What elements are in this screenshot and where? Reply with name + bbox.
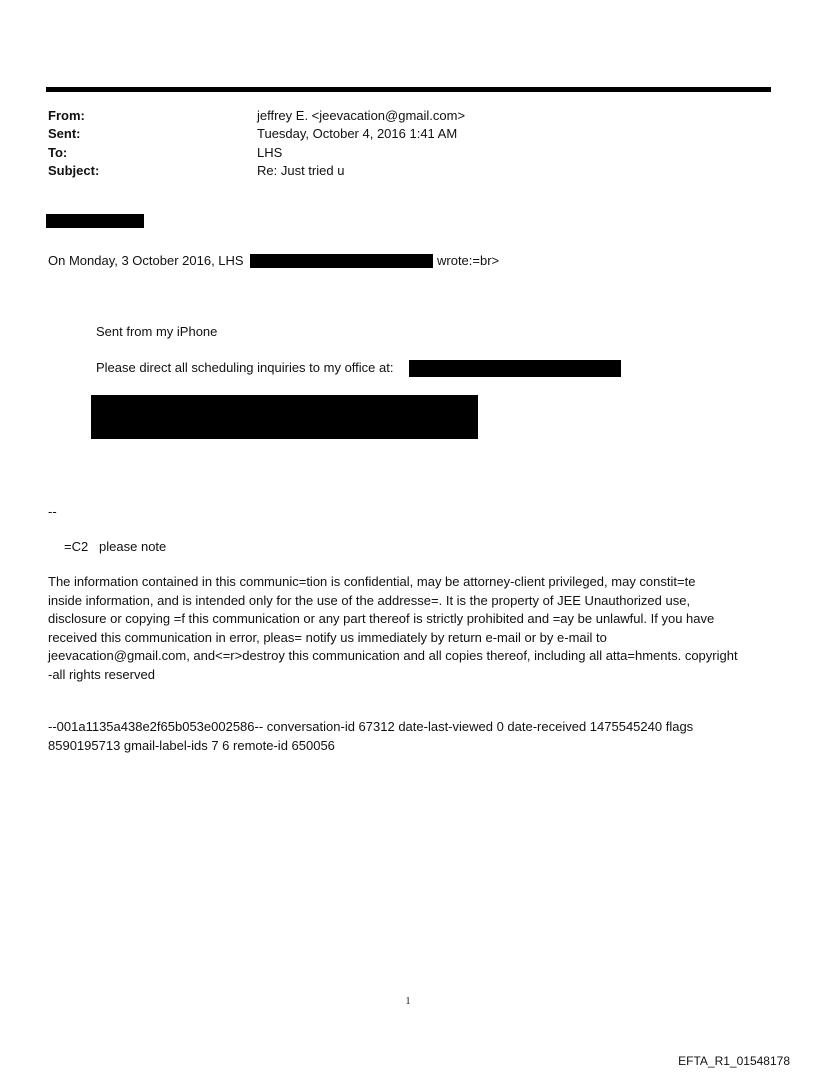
document-id: EFTA_R1_01548178 xyxy=(678,1054,790,1068)
sent-from-line: Sent from my iPhone xyxy=(96,324,218,339)
from-value: jeffrey E. <jeevacation@gmail.com> xyxy=(257,108,466,123)
redaction-block xyxy=(250,254,433,268)
metadata-line: 8590195713 gmail-label-ids 7 6 remote-id 650056 xyxy=(48,737,335,753)
sent-value: Tuesday, October 4, 2016 1:41 AM xyxy=(257,126,458,141)
scheduling-line: Please direct all scheduling inquiries to my office at: xyxy=(96,360,394,375)
disclaimer-paragraph xyxy=(48,573,776,685)
please-note-line: =C2 please note xyxy=(64,539,167,554)
disclaimer-line: jeevacation@gmail.com, and<=r>destroy this communication and all copies thereof, including all atta=hments. copyright xyxy=(48,648,738,664)
quote-intro-prefix: On Monday, 3 October 2016, LHS xyxy=(48,253,244,268)
to-value: LHS xyxy=(257,145,283,160)
disclaimer-line: The information contained in this communic=tion is confidential, may be attorney-client privileged, may constit=te xyxy=(48,574,696,589)
subject-value: Re: Just tried u xyxy=(257,163,345,178)
disclaimer-line: received this communication in error, pleas= notify us immediately by return e-mail or by e-mail to xyxy=(48,629,607,645)
header-rule xyxy=(46,87,771,92)
metadata-paragraph xyxy=(48,718,776,755)
disclaimer-line: inside information, and is intended only for the use of the addresse=. It is the property of JEE Unauthorized use, xyxy=(48,592,691,608)
sent-label: Sent: xyxy=(48,126,81,141)
disclaimer-line: -all rights reserved xyxy=(48,666,155,682)
quote-intro-suffix: wrote:=br> xyxy=(437,253,500,268)
subject-label: Subject: xyxy=(48,163,100,178)
redaction-block xyxy=(409,360,621,377)
redaction-block xyxy=(91,395,478,439)
to-label: To: xyxy=(48,145,68,160)
metadata-line: --001a1135a438e2f65b053e002586-- conversation-id 67312 date-last-viewed 0 date-received 1475545240 flags xyxy=(48,719,694,734)
disclaimer-line: disclosure or copying =f this communication or any part thereof is strictly prohibited and =ay be unlawful. If you have xyxy=(48,611,715,627)
redaction-block xyxy=(46,214,144,228)
signature-dashes: -- xyxy=(48,504,57,519)
from-label: From: xyxy=(48,108,85,123)
page-number: 1 xyxy=(405,996,411,1007)
